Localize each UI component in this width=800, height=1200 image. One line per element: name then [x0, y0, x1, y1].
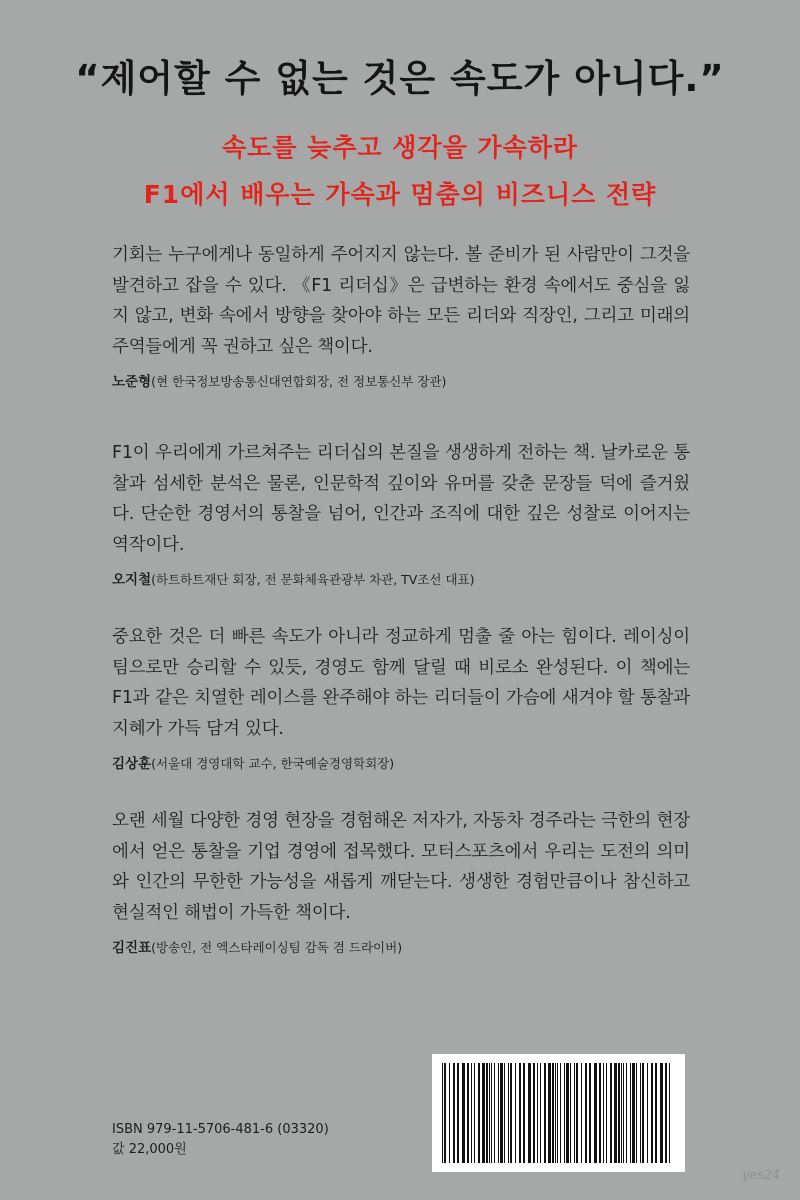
barcode-bar	[564, 1063, 565, 1163]
barcode-bar	[623, 1063, 624, 1163]
endorser-name: 김상훈	[112, 756, 152, 772]
barcode-bar	[449, 1063, 450, 1163]
endorser-title: (방송인, 전 엑스타레이싱팀 감독 겸 드라이버)	[151, 940, 403, 955]
barcode-bar	[442, 1063, 443, 1163]
barcode-bar	[552, 1063, 554, 1163]
endorser-title: (현 한국정보방송통신대연합회장, 전 정보통신부 장관)	[151, 374, 447, 389]
endorsement-credit	[112, 936, 690, 956]
barcode-bar	[515, 1063, 516, 1163]
barcode-bar	[548, 1063, 551, 1163]
barcode-bar	[636, 1063, 637, 1163]
barcode-bar	[632, 1063, 635, 1163]
barcode-bar	[486, 1063, 488, 1163]
barcode-bar	[474, 1063, 475, 1163]
endorser-name: 노준형	[112, 374, 152, 390]
isbn-text: ISBN 979-11-5706-481-6 (03320)	[112, 1122, 329, 1137]
barcode-bar	[508, 1063, 509, 1163]
headline: “제어할 수 없는 것은 속도가 아니다.”	[75, 57, 725, 100]
barcode-bar	[471, 1063, 472, 1163]
barcode-bar	[640, 1063, 641, 1163]
publication-info	[112, 1120, 329, 1160]
endorsement-1	[112, 240, 690, 390]
barcode-bar	[651, 1063, 653, 1163]
barcode-bar	[467, 1063, 469, 1163]
endorsement-credit	[112, 370, 690, 390]
subtitle-line-1: 속도를 늦추고 생각을 가속하라	[221, 133, 579, 162]
barcode-bar	[574, 1063, 575, 1163]
barcode-bar	[519, 1063, 521, 1163]
barcode-bar	[528, 1063, 531, 1163]
barcode-bar	[500, 1063, 503, 1163]
barcode-bar	[504, 1063, 505, 1163]
barcode-bar	[618, 1063, 620, 1163]
barcode-bar	[478, 1063, 480, 1163]
endorsement-3	[112, 622, 690, 772]
barcode-bar	[540, 1063, 541, 1163]
barcode-bar	[669, 1063, 670, 1163]
barcode-bars	[442, 1063, 675, 1163]
price-text: 값 22,000원	[112, 1142, 187, 1157]
barcode-bar	[537, 1063, 538, 1163]
barcode-bar	[606, 1063, 607, 1163]
barcode-bar	[555, 1063, 556, 1163]
endorser-title: (하트하트재단 회장, 전 문화체육관광부 차관, TV조선 대표)	[151, 572, 475, 587]
barcode-bar	[533, 1063, 535, 1163]
endorsement-4	[112, 806, 690, 956]
barcode-bar	[557, 1063, 558, 1163]
barcode-bar	[570, 1063, 571, 1163]
barcode-bar	[626, 1063, 627, 1163]
endorsement-2	[112, 438, 690, 588]
barcode-bar	[576, 1063, 578, 1163]
barcode-bar	[523, 1063, 525, 1163]
barcode-bar	[630, 1063, 631, 1163]
barcode-bar	[544, 1063, 546, 1163]
barcode-bar	[482, 1063, 485, 1163]
endorsement-credit	[112, 568, 690, 588]
endorser-name: 김진표	[112, 940, 152, 956]
endorser-title: (서울대 경영대학 교수, 한국예술경영학회장)	[151, 756, 395, 771]
barcode-bar	[494, 1063, 495, 1163]
endorsement-text: F1이 우리에게 가르쳐주는 리더십의 본질을 생생하게 전하는 책. 날카로운 통찰과 섬세한 분석은 물론, 인문학적 깊이와 유머를 갖춘 문장들 덕에 즐거웠다. 단순한 경영서의 통찰을 넘어, 인간과 조직에 대한 깊은 성찰로 이어지는 역작이다.	[112, 443, 690, 555]
barcode-bar	[603, 1063, 604, 1163]
barcode-bar	[589, 1063, 591, 1163]
barcode-bar	[594, 1063, 597, 1163]
barcode-bar	[621, 1063, 622, 1163]
barcode-bar	[444, 1063, 446, 1163]
barcode-bar	[498, 1063, 499, 1163]
barcode-bar	[599, 1063, 601, 1163]
barcode-bar	[457, 1063, 459, 1163]
barcode-bar	[642, 1063, 644, 1163]
barcode-bar	[614, 1063, 617, 1163]
endorsement-text: 중요한 것은 더 빠른 속도가 아니라 정교하게 멈출 줄 아는 힘이다. 레이싱이 팀으로만 승리할 수 있듯, 경영도 함께 달릴 때 비로소 완성된다. 이 책에는 F1과 같은 치열한 레이스를 완주해야 하는 리더들이 가슴에 새겨야 할 통찰과 지혜가 가득 담겨 있다.	[112, 627, 690, 739]
barcode-bar	[510, 1063, 512, 1163]
barcode-bar	[491, 1063, 492, 1163]
endorsement-text: 기회는 누구에게나 동일하게 주어지지 않는다. 볼 준비가 된 사람만이 그것을 발견하고 잡을 수 있다. 《F1 리더십》은 급변하는 환경 속에서도 중심을 잃지 않고, 변화 속에서 방향을 찾아야 하는 모든 리더와 직장인, 그리고 미래의 주역들에게 꼭 권하고 싶은 책이다.	[112, 245, 690, 357]
endorser-name: 오지철	[112, 572, 152, 588]
barcode-bar	[462, 1063, 465, 1163]
barcode-bar	[585, 1063, 587, 1163]
endorsement-credit	[112, 752, 690, 772]
barcode-bar	[647, 1063, 648, 1163]
barcode-bar	[453, 1063, 455, 1163]
barcode-bar	[560, 1063, 561, 1163]
barcode-bar	[581, 1063, 582, 1163]
barcode-bar	[489, 1063, 490, 1163]
subtitle-line-2: F1에서 배우는 가속과 멈춤의 비즈니스 전략	[143, 180, 657, 209]
endorsement-text: 오랜 세월 다양한 경영 현장을 경험해온 저자가, 자동차 경주라는 극한의 현장에서 얻은 통찰을 기업 경영에 접목했다. 모터스포츠에서 우리는 도전의 의미와 인간의 무한한 가능성을 새롭게 깨닫는다. 생생한 경험만큼이나 참신하고 현실적인 해법이 가득한 책이다.	[112, 811, 690, 923]
barcode-bar	[566, 1063, 569, 1163]
barcode-bar	[665, 1063, 667, 1163]
watermark: yes24	[742, 1168, 781, 1183]
barcode-bar	[610, 1063, 612, 1163]
barcode-bar	[655, 1063, 657, 1163]
barcode	[432, 1054, 685, 1172]
barcode-bar	[660, 1063, 663, 1163]
